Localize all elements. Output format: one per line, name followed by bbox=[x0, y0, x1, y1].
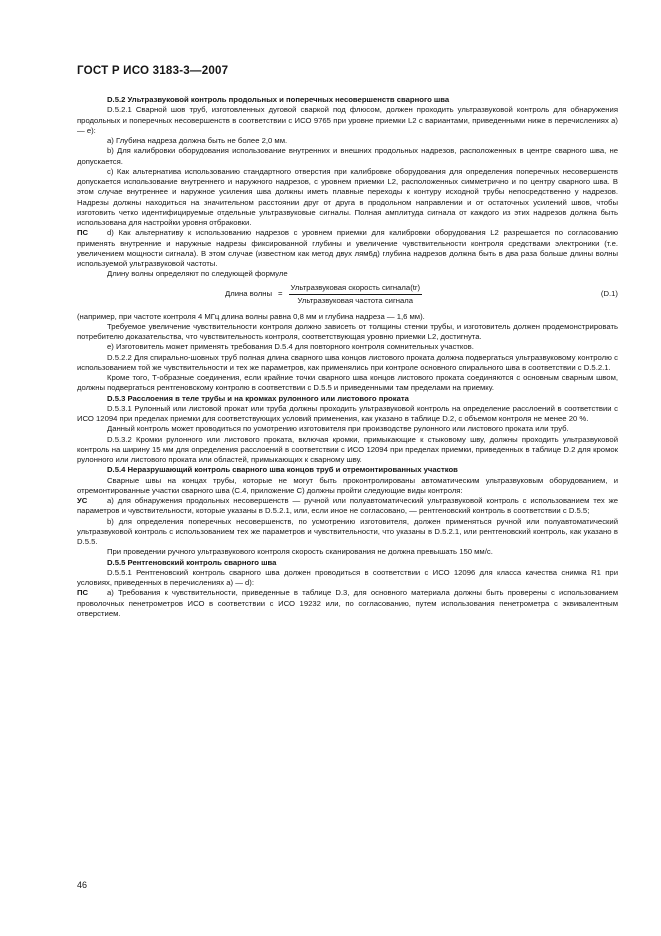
formula-d1 bbox=[77, 282, 618, 308]
paragraph-text: a) Требования к чувствительности, приведенные в таблице D.3, для основного материала должны быть проверены с использованием проволочных пенетрометров ИСО в соответствии с ИСО 19232 или, по согласованию, путем использования пенетрометра с эквивалентным отверстием. bbox=[77, 588, 618, 618]
document-header: ГОСТ Р ИСО 3183-3—2007 bbox=[77, 64, 229, 77]
paragraph-text: d) Как альтернативу к использованию надрезов с уровнем приемки для калибровки оборудования L2 разрешается по согласованию применять внутренние и наружные надрезы фиксированной глубины и увеличение чувствительности контроля средствами электроники (т.е. увеличением мощности сигнала). В этом случае (известном как метод двух лям6д) глубина надрезов должна быть в два раза больше длины волны используемой ультразвуковой частоты. bbox=[77, 228, 618, 268]
paragraph: c) Как альтернатива использованию стандартного отверстия при калибровке оборудования для определения поперечных несовершенств допускается использование внутреннего и наружного надрезов, с уровнем приемки L2, расположенных симметрично и по центру сварного шва. В этом случае внутреннее и наружное усиления шва должны иметь плавные переходы к контуру исходной трубы непосредственно у надрезов. Надрезы должны находиться на значительном расстоянии друг от друга в продольном направлении и от остаточных усилений швов, чтобы изготовить четко идентифицируемые отдельные ультразвуковые сигналы. Полная амплитуда сигнала от каждого из этих надрезов должна быть использована для настройки уровня отбраковки. bbox=[77, 166, 618, 227]
paragraph: Данный контроль может проводиться по усмотрению изготовителя при производстве рулонного или листового проката или труб. bbox=[107, 424, 569, 434]
paragraph: Кроме того, Т-образные соединения, если крайние точки сварного шва концов листового проката соединяются с основным сварным швом, должны подвергаться рентгеновскому контролю в соответствии с D.5.5 и приведенными там пределами на приемку. bbox=[77, 373, 618, 393]
paragraph: Требуемое увеличение чувствительности контроля должно зависеть от толщины стенки трубы, и изготовитель должен продемонстрировать потребителю доказательства, что чувствительность контроля, соответствующая уровню приемки L2, достигнута. bbox=[77, 321, 618, 341]
section-heading: D.5.5 Рентгеновский контроль сварного шва bbox=[107, 557, 277, 567]
paragraph: (например, при частоте контроля 4 МГц длина волны равна 0,8 мм и глубина надреза — 1,6 мм). bbox=[77, 311, 425, 321]
margin-tag: УС bbox=[77, 496, 88, 505]
margin-tag: ПС bbox=[77, 588, 89, 598]
tagged-paragraph bbox=[77, 228, 618, 269]
formula-denominator: Ультразвуковая частота сигнала bbox=[297, 296, 414, 305]
section-heading: D.5.4 Неразрушающий контроль сварного шва концов труб и отремонтированных участков bbox=[107, 465, 458, 475]
page-number: 46 bbox=[77, 880, 88, 890]
paragraph: D.5.2.1 Сварной шов труб, изготовленных дуговой сваркой под флюсом, должен проходить ультразвуковой контроль для обнаружения продольных и поперечных несовершенств в соответствии с ИСО 9765 при уровне приемки L2 с вариантами, приведенными ниже в перечислениях а) — е): bbox=[77, 105, 618, 135]
section-heading: D.5.2 Ультразвуковой контроль продольных и поперечных несовершенств сварного шва bbox=[107, 95, 450, 104]
formula-label: Длина волны bbox=[225, 289, 273, 299]
formula-fraction bbox=[289, 283, 423, 307]
tagged-paragraph bbox=[77, 588, 618, 619]
paragraph-text: a) для обнаружения продольных несовершенств — ручной или полуавтоматический ультразвуковой контроль с использованием тех же параметров и чувствительности, которые указаны в D.5.2.1, или, если иное не согласовано, — рентгеновский контроль в соответствии с D.5.5; bbox=[77, 496, 618, 516]
formula-equals: = bbox=[278, 289, 283, 299]
paragraph: D.5.3.2 Кромки рулонного или листового проката, включая кромки, примыкающие к стыковому шву, должны проходить ультразвуковой контроль на ширину 15 мм для определения расслоений в соответствии с ИСО 12094 при пределах приемки, приведенных в таблице D.2 для кромок рулонного или листового проката или областей, примыкающих к сварному шву. bbox=[77, 434, 618, 464]
formula-numerator: Ультразвуковая скорость сигнала(tr) bbox=[289, 283, 423, 295]
paragraph: Сварные швы на концах трубы, которые не могут быть проконтролированы автоматическим ультразвуковым оборудованием, и отремонтированные участки сварного шва (С.4, приложение С) должны пройти следующие виды контроля: bbox=[77, 475, 618, 495]
paragraph: D.5.2.2 Для спирально-шовных труб полная длина сварного шва концов листового проката должна подвергаться ультразвуковому контролю с использованием той же чувствительности и тех же параметров, как применялись при контроле основного спирального шва в соответствии с D.5.2.1. bbox=[77, 352, 618, 372]
paragraph: e) Изготовитель может применять требования D.5.4 для повторного контроля сомнительных участков. bbox=[107, 342, 474, 352]
tagged-paragraph bbox=[77, 496, 618, 517]
section-heading: D.5.3 Расслоения в теле трубы и на кромках рулонного или листового проката bbox=[107, 393, 409, 403]
margin-tag: ПС bbox=[77, 228, 89, 238]
paragraph: D.5.5.1 Рентгеновский контроль сварного шва должен проводиться в соответствии с ИСО 12096 для класса качества снимка R1 при условиях, приведенных в перечислениях а) — d): bbox=[77, 567, 618, 587]
formula-number: (D.1) bbox=[600, 289, 618, 299]
paragraph: a) Глубина надреза должна быть не более 2,0 мм. bbox=[107, 136, 288, 145]
document-body bbox=[77, 95, 618, 619]
paragraph: b) Для калибровки оборудования использование внутренних и внешних продольных надрезов, расположенных в центре сварного шва, не допускается. bbox=[77, 146, 618, 166]
paragraph: D.5.3.1 Рулонный или листовой прокат или труба должны проходить ультразвуковой контроль на определение расслоений в соответствии с ИСО 12094 при пределах приемки для соответствующих условий применения, как указано в таблице D.2, с объемом контроля не менее 20 %. bbox=[77, 403, 618, 423]
paragraph: При проведении ручного ультразвукового контроля скорость сканирования не должна превышать 150 мм/с. bbox=[107, 547, 493, 557]
paragraph: Длину волны определяют по следующей формуле bbox=[107, 269, 288, 279]
paragraph: b) для определения поперечных несовершенств, по усмотрению изготовителя, должен применяться ручной или полуавтоматический ультразвуковой контроль с использованием тех же параметров и чувствительности, что указаны в D.5.2.1, или рентгеновский контроль, как указано в D.5.5. bbox=[77, 516, 618, 546]
